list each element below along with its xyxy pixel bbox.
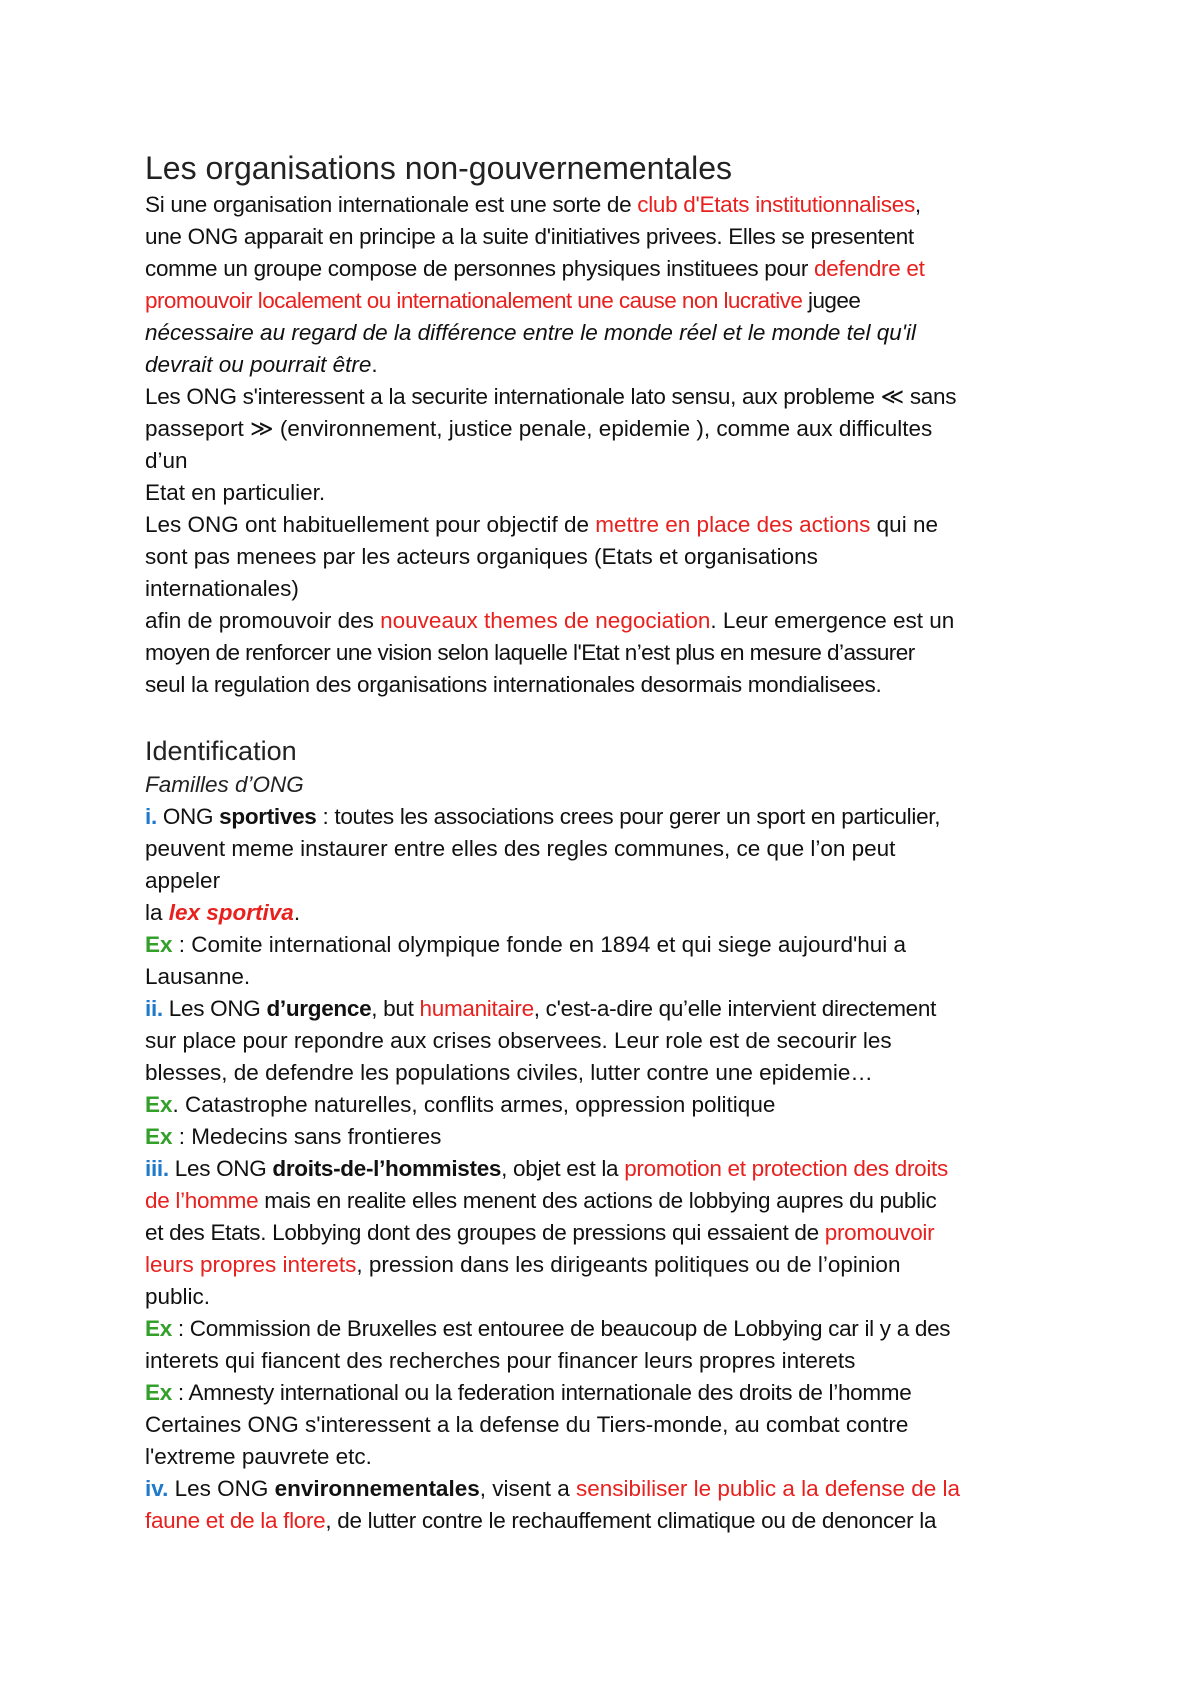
text-line: sont pas menees par les acteurs organiques (Etats et organisations	[145, 544, 818, 569]
list-marker: iv.	[145, 1476, 169, 1501]
text-line: d’un	[145, 448, 188, 473]
text-line: Lausanne.	[145, 964, 251, 989]
text-line: Les ONG s'interessent a la securite internationale lato sensu, aux probleme ≪ sans	[145, 384, 957, 409]
text-line	[145, 1249, 1075, 1281]
text-line: interets qui fiancent des recherches pour financer leurs propres interets	[145, 1348, 856, 1373]
text-line	[145, 801, 1075, 833]
text-run: , but	[371, 996, 420, 1021]
section-heading: Identification	[145, 736, 297, 766]
bold-text: droits-de-l’hommistes	[272, 1156, 502, 1181]
list-item-iii	[145, 1153, 1075, 1473]
text-line: sur place pour repondre aux crises observees. Leur role est de secourir les	[145, 1028, 892, 1053]
text-run: , objet est la	[501, 1156, 625, 1181]
text-line	[145, 253, 1075, 285]
italic-text: devrait ou pourrait être	[145, 352, 372, 377]
highlight-text: de l’homme	[145, 1188, 259, 1213]
highlight-text: promouvoir	[824, 1220, 935, 1245]
text-run: et des Etats. Lobbying dont des groupes de pressions qui essaient de	[145, 1220, 825, 1245]
text-run: . Catastrophe naturelles, conflits armes, oppression politique	[172, 1092, 776, 1117]
highlight-text: promotion et protection des droits	[624, 1156, 948, 1181]
text-run: , de lutter contre le rechauffement climatique ou de denoncer la	[325, 1508, 937, 1533]
list-marker: i.	[145, 804, 157, 829]
highlight-text: sensibiliser le public a la defense de la	[576, 1476, 961, 1501]
section-subheading: Familles d’ONG	[145, 772, 304, 797]
page-title: Les organisations non-gouvernementales	[145, 150, 733, 186]
example-label: Ex	[145, 1124, 173, 1149]
text-run: comme un groupe compose de personnes physiques instituees pour	[145, 256, 815, 281]
text-run: la	[145, 900, 169, 925]
text-line	[145, 509, 1075, 541]
list-item-iv	[145, 1473, 1075, 1537]
list-marker: ii.	[145, 996, 163, 1021]
text-line: l'extreme pauvrete etc.	[145, 1444, 372, 1469]
text-run: qui ne	[870, 512, 938, 537]
bold-text: d’urgence	[266, 996, 372, 1021]
example-label: Ex	[145, 1316, 172, 1341]
text-run: , c'est-a-dire qu’elle intervient directement	[533, 996, 937, 1021]
text-line	[145, 1473, 1075, 1505]
example-line	[145, 1089, 1075, 1121]
text-line: appeler	[145, 868, 221, 893]
text-line: nécessaire au regard de la différence entre le monde réel et le monde tel qu'il	[145, 320, 917, 345]
text-run: Les ONG	[168, 1476, 275, 1501]
text-line	[145, 897, 1075, 929]
text-line	[145, 189, 1075, 221]
text-run: Si une organisation internationale est une sorte de	[145, 192, 638, 217]
text-run: Les ONG	[162, 996, 267, 1021]
text-run: : Medecins sans frontieres	[172, 1124, 442, 1149]
document-page	[145, 148, 1075, 1537]
highlight-text: defendre et	[814, 256, 925, 281]
text-run: Les ONG ont habituellement pour objectif de	[145, 512, 596, 537]
text-run: , pression dans les dirigeants politiques ou de l’opinion	[356, 1252, 901, 1277]
text-line	[145, 1217, 1075, 1249]
text-line: passeport ≫ (environnement, justice penale, epidemie ), comme aux difficultes	[145, 416, 933, 441]
text-run: Les ONG	[168, 1156, 273, 1181]
text-run: : toutes les associations crees pour gerer un sport en particulier,	[316, 804, 941, 829]
text-line	[145, 1185, 1075, 1217]
intro-paragraph	[145, 189, 1075, 381]
text-line: Certaines ONG s'interessent a la defense du Tiers-monde, au combat contre	[145, 1412, 909, 1437]
example-label: Ex	[145, 1380, 172, 1405]
example-line	[145, 1377, 1075, 1409]
paragraph-3	[145, 509, 1075, 701]
text-line: Etat en particulier.	[145, 480, 326, 505]
text-line	[145, 1505, 1075, 1537]
text-run: .	[293, 900, 301, 925]
example-line	[145, 929, 1075, 961]
text-run: ONG	[156, 804, 220, 829]
text-run: afin de promouvoir des	[145, 608, 381, 633]
text-line	[145, 285, 1075, 317]
bold-text: environnementales	[274, 1476, 480, 1501]
example-label: Ex	[145, 1092, 173, 1117]
highlight-text: faune et de la flore	[145, 1508, 326, 1533]
text-run: ,	[914, 192, 921, 217]
bold-text: sportives	[219, 804, 317, 829]
text-run: jugee	[802, 288, 861, 313]
text-run: : Amnesty international ou la federation internationale des droits de l’homme	[171, 1380, 912, 1405]
highlight-text: leurs propres interets	[145, 1252, 357, 1277]
text-run: . Leur emergence est un	[710, 608, 955, 633]
highlight-text: promouvoir localement ou internationalement une cause non lucrative	[145, 288, 803, 313]
spacer	[145, 701, 1075, 733]
text-line: blesses, de defendre les populations civiles, lutter contre une epidemie…	[145, 1060, 873, 1085]
text-line	[145, 605, 1075, 637]
text-line: peuvent meme instaurer entre elles des regles communes, ce que l’on peut	[145, 836, 896, 861]
highlight-text: club d'Etats institutionnalises	[637, 192, 915, 217]
text-line: seul la regulation des organisations internationales desormais mondialisees.	[145, 672, 882, 697]
paragraph-2	[145, 381, 1075, 509]
text-line: public.	[145, 1284, 211, 1309]
text-line	[145, 993, 1075, 1025]
highlight-text: humanitaire	[419, 996, 534, 1021]
example-label: Ex	[145, 932, 173, 957]
text-line: moyen de renforcer une vision selon laquelle l'Etat n’est plus en mesure d’assurer	[145, 640, 915, 665]
text-run: : Comite international olympique fonde en 1894 et qui siege aujourd'hui a	[172, 932, 907, 957]
text-run: , visent a	[479, 1476, 577, 1501]
highlight-text: nouveaux themes de negociation	[380, 608, 711, 633]
list-marker: iii.	[145, 1156, 169, 1181]
text-line: internationales)	[145, 576, 299, 601]
text-line: une ONG apparait en principe a la suite d'initiatives privees. Elles se presentent	[145, 224, 914, 249]
text-line	[145, 349, 1075, 381]
text-line	[145, 1153, 1075, 1185]
highlight-text: mettre en place des actions	[595, 512, 871, 537]
text-run: .	[371, 352, 378, 377]
list-item-i	[145, 801, 1075, 993]
text-run: : Commission de Bruxelles est entouree de beaucoup de Lobbying car il y a des	[171, 1316, 951, 1341]
list-item-ii	[145, 993, 1075, 1153]
text-run: mais en realite elles menent des actions de lobbying aupres du public	[258, 1188, 937, 1213]
example-line	[145, 1313, 1075, 1345]
example-line	[145, 1121, 1075, 1153]
highlight-text: lex sportiva	[168, 900, 294, 925]
